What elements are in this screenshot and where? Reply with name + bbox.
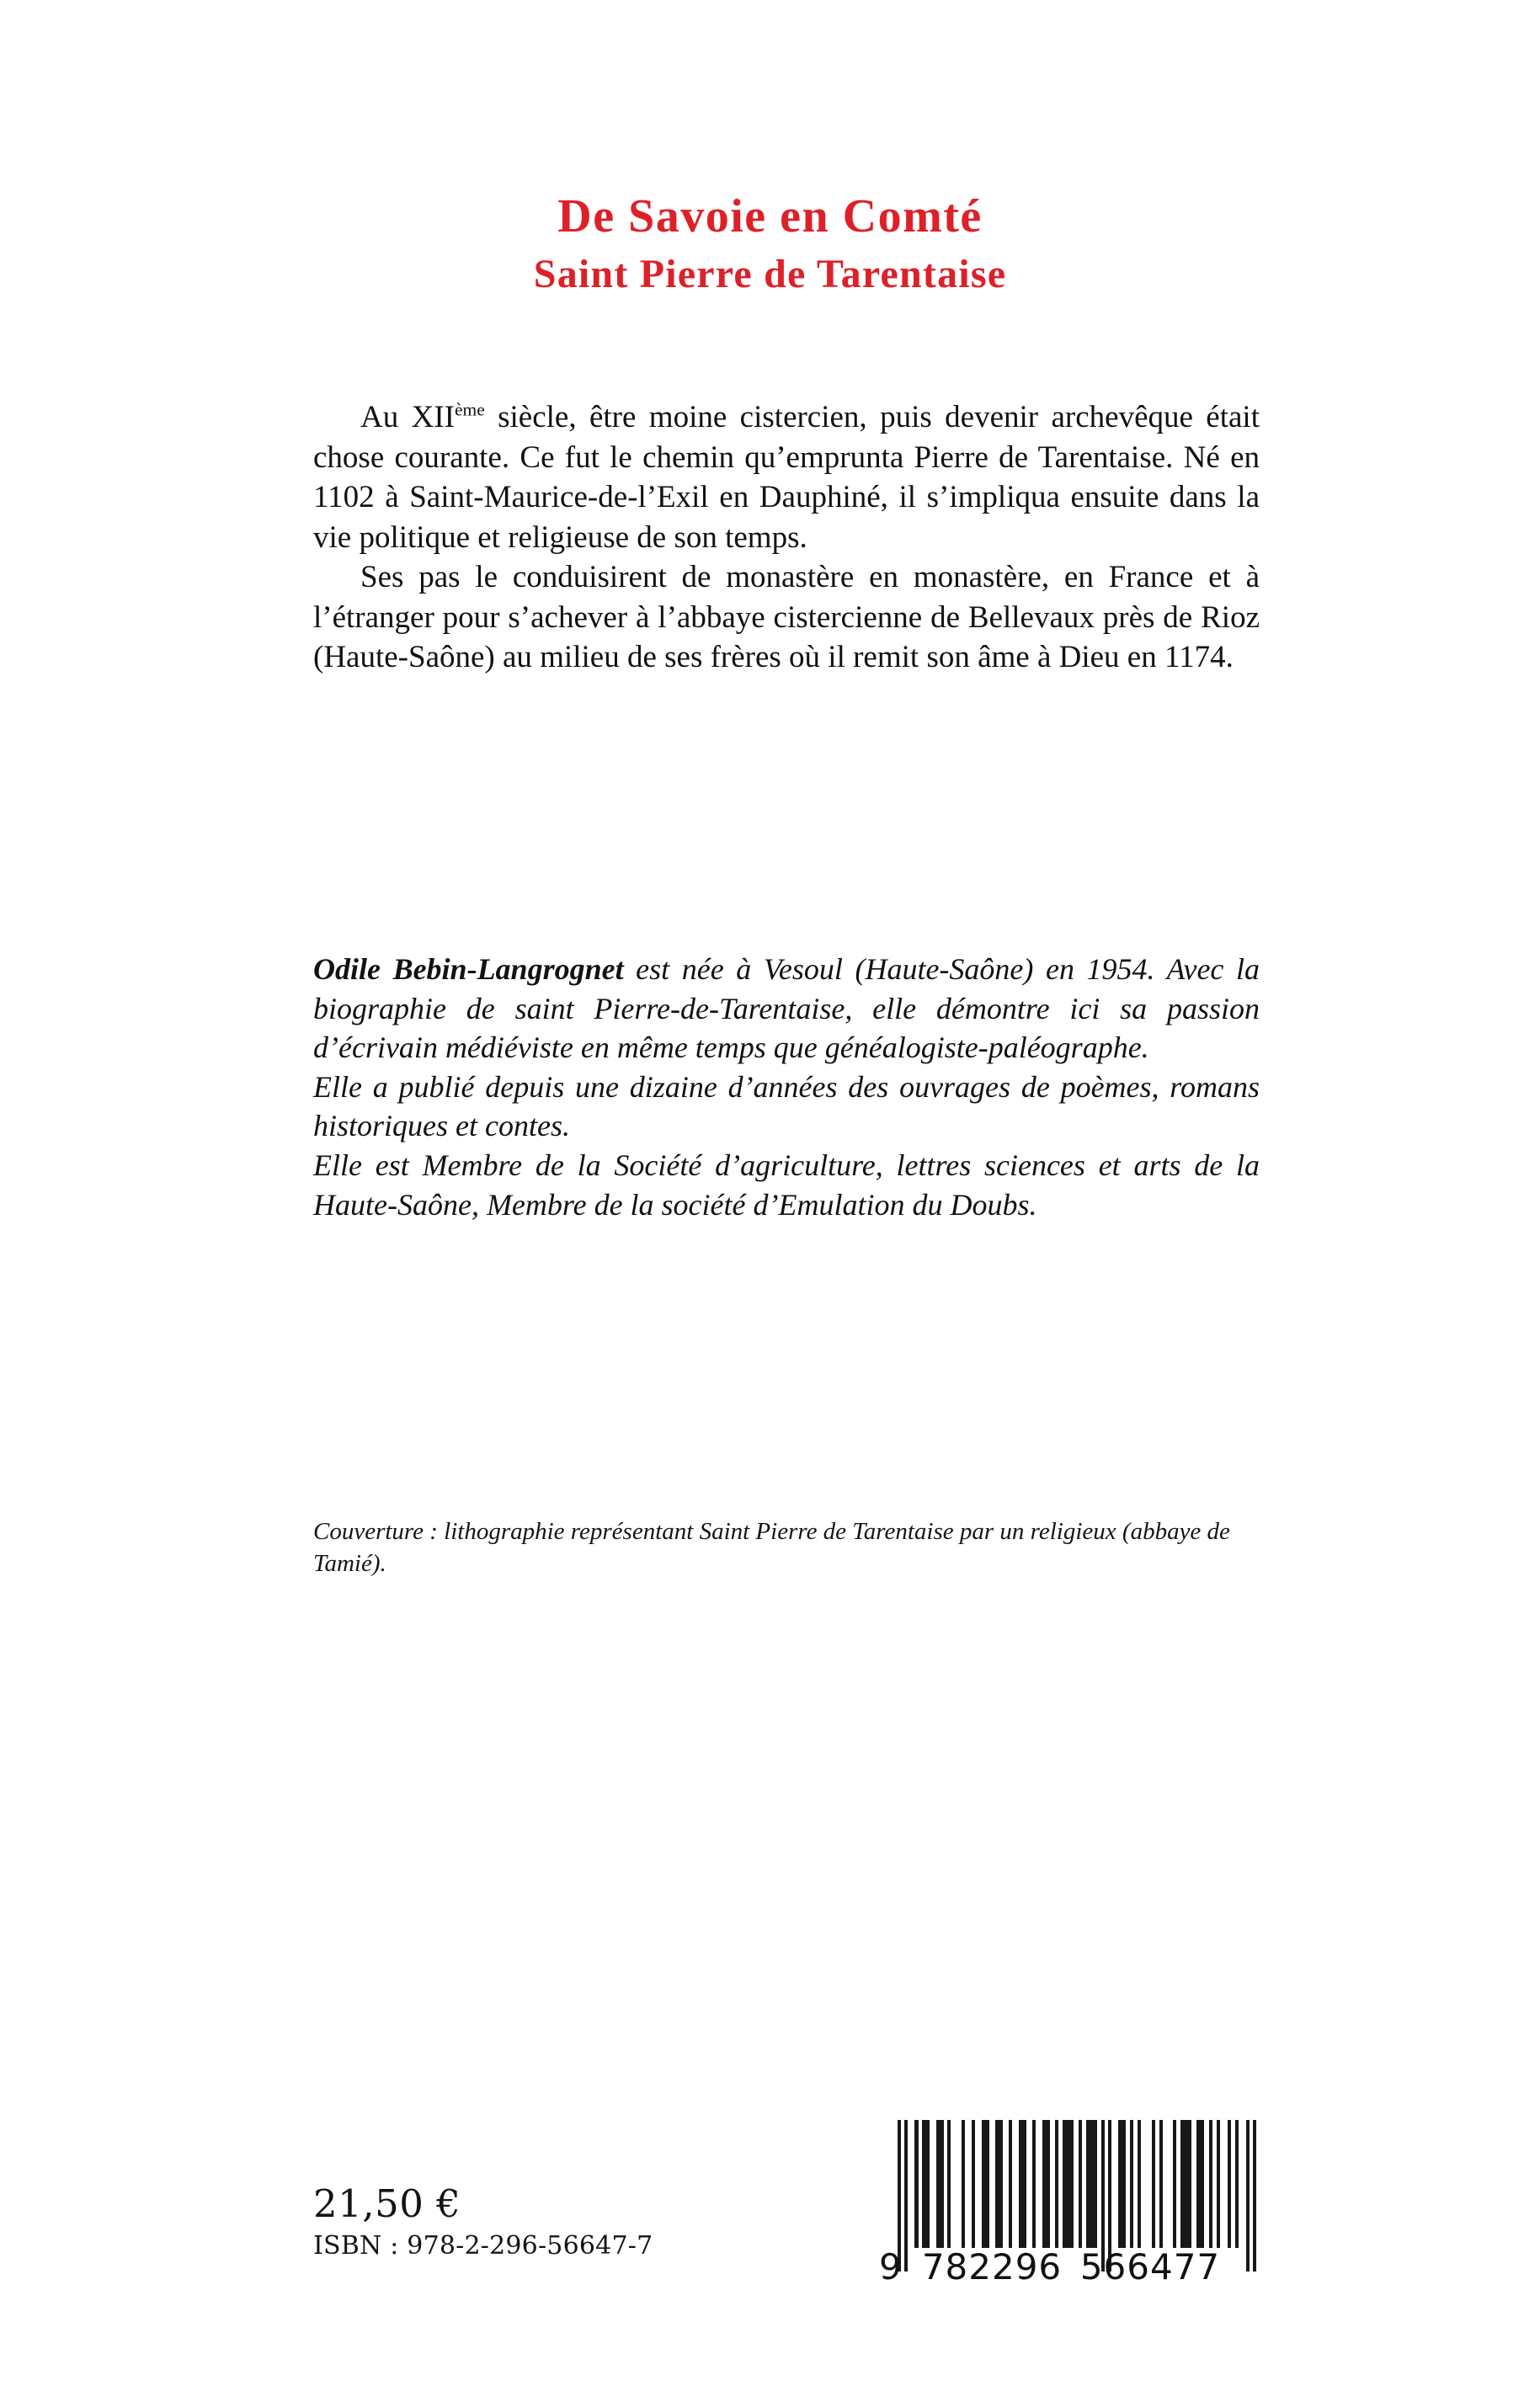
blurb-paragraph-2: Ses pas le conduisirent de monastère en monastère, en France et à l’étranger pour s’achever à l’abbaye cistercienne de Bellevaux près de Rioz (Haute-Saône) au milieu de ses frères où il remit son âme à Dieu en 1174.	[313, 560, 1260, 675]
cover-credit-text: Couverture : lithographie représentant Saint Pierre de Tarentaise par un religieux (abbaye de Tamié).	[313, 1518, 1230, 1578]
book-title-line-1: De Savoie en Comté	[557, 190, 983, 242]
barcode-digits	[877, 2246, 1263, 2293]
author-name: Odile Bebin-Langrognet	[313, 952, 624, 986]
author-bio	[313, 950, 1260, 1224]
barcode-lead-digit: 9	[879, 2246, 903, 2287]
cover-credit	[313, 1515, 1260, 1580]
isbn-label: ISBN : 978-2-296-56647-7	[313, 2231, 653, 2261]
blurb-paragraph-1	[313, 397, 1260, 557]
barcode-left-group: 782296	[921, 2246, 1063, 2287]
bio-paragraph-1-text: est née à Vesoul (Haute-Saône) en 1954. Avec la biographie de saint Pierre-de-Tarentaise, elle démontre ici sa passion d’écrivain médiéviste en même temps que généalogiste-paléographe.	[313, 952, 1260, 1065]
bio-paragraph-3: Elle est Membre de la Société d’agriculture, lettres sciences et arts de la Haute-Saône, Membre de la société d’Emulation du Doubs.	[313, 1148, 1260, 1222]
book-title-line-2: Saint Pierre de Tarentaise	[533, 251, 1007, 296]
bio-paragraph-2: Elle a publié depuis une dizaine d’années des ouvrages de poèmes, romans historiques et contes.	[313, 1069, 1260, 1143]
price-label: 21,50 €	[313, 2181, 461, 2226]
blurb-paragraph-1-post: siècle, être moine cistercien, puis devenir archevêque était chose courante. Ce fut le chemin qu’emprunta Pierre de Tarentaise. Né en 1102 à Saint-Maurice-de-l’Exil en Dauphiné, il s’impliqua ensuite dans la vie politique et religieuse de son temps.	[313, 400, 1260, 555]
blurb-text	[313, 397, 1260, 678]
barcode	[877, 2120, 1263, 2298]
price-isbn-block	[313, 2181, 653, 2261]
title-block	[0, 192, 1540, 296]
ordinal-suffix: ème	[454, 399, 485, 420]
barcode-right-group: 566477	[1079, 2246, 1221, 2287]
bio-paragraph-1	[313, 950, 1260, 1068]
blurb-paragraph-1-pre: Au XII	[360, 400, 455, 434]
